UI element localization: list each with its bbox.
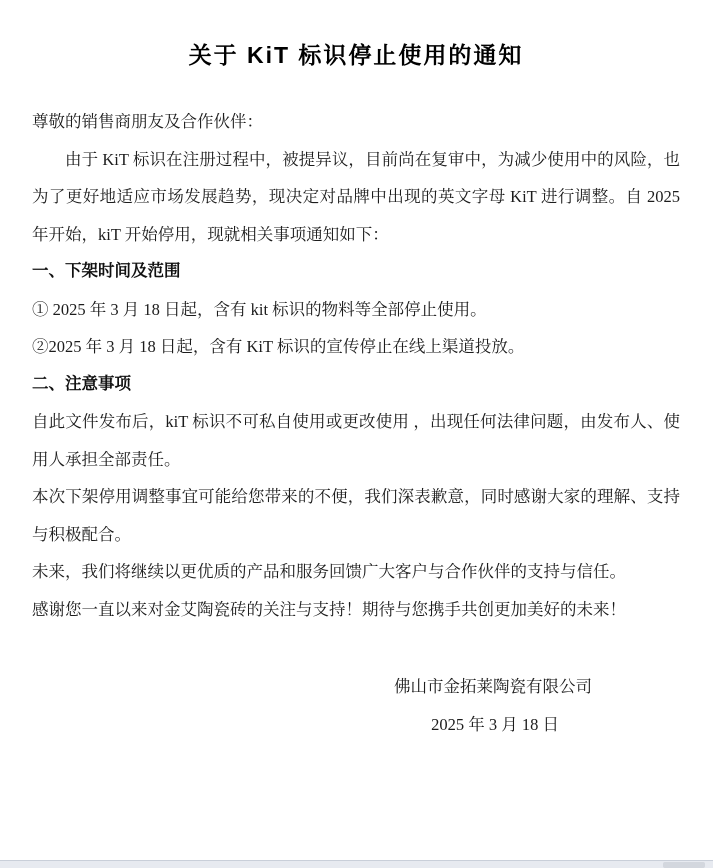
signature-company: 佛山市金拓莱陶瓷有限公司	[394, 677, 592, 696]
signature-block	[32, 668, 680, 743]
document-title: 关于 KiT 标识停止使用的通知	[188, 42, 524, 68]
window-bottom-edge	[0, 860, 713, 868]
notice-paragraph-apology: 本次下架停用调整事宜可能给您带来的不便，我们深表歉意，同时感谢大家的理解、支持与积极配合。	[32, 487, 680, 544]
greeting-line: 尊敬的销售商朋友及合作伙伴：	[32, 112, 263, 131]
section-heading-2: 二、注意事项	[32, 374, 131, 393]
notice-paragraph-legal: 自此文件发布后，kiT 标识不可私自使用或更改使用 ，出现任何法律问题，由发布人、使用人承担全部责任。	[32, 412, 680, 469]
signature-date: 2025 年 3 月 18 日	[431, 714, 559, 734]
intro-paragraph: 由于 KiT 标识在注册过程中，被提异议，目前尚在复审中，为减少使用中的风险，也为了更好地适应市场发展趋势，现决定对品牌中出现的英文字母 KiT 进行调整。自 2025 年开始，kiT 开始停用，现就相关事项通知如下：	[32, 149, 680, 244]
list-item-2: ②2025 年 3 月 18 日起，含有 KiT 标识的宣传停止在线上渠道投放。	[32, 337, 525, 356]
notice-paragraph-future: 未来，我们将继续以更优质的产品和服务回馈广大客户与合作伙伴的支持与信任。	[32, 562, 626, 581]
notice-paragraph-thanks: 感谢您一直以来对金艾陶瓷砖的关注与支持！期待与您携手共创更加美好的未来！	[32, 599, 626, 619]
section-heading-1: 一、下架时间及范围	[32, 262, 181, 280]
list-item-1: ① 2025 年 3 月 18 日起，含有 kit 标识的物料等全部停止使用。	[32, 299, 487, 319]
bottom-edge-highlight	[663, 862, 705, 868]
